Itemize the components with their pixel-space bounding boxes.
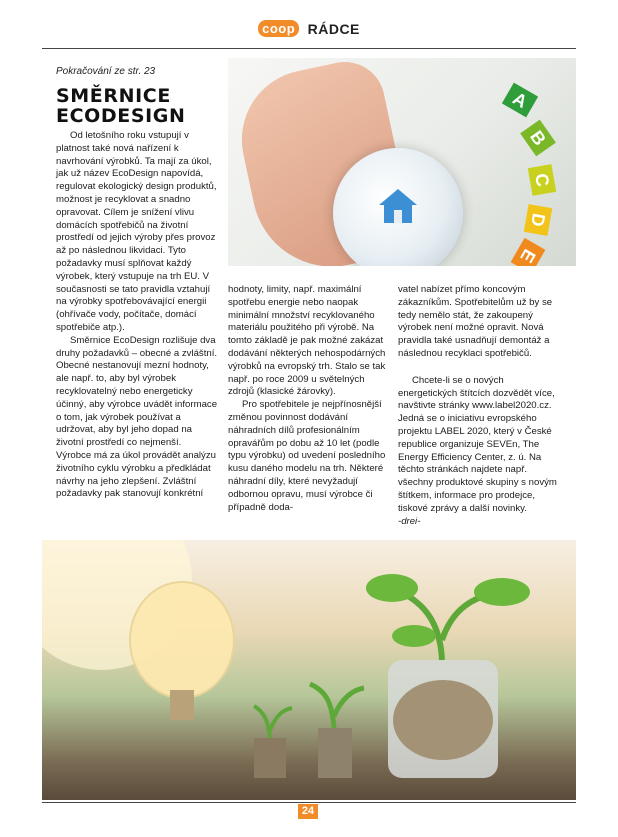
house-icon (376, 186, 420, 226)
text-column-1 (56, 130, 218, 501)
article-headline (56, 86, 216, 126)
energy-class-a: A (502, 83, 538, 118)
author-signature: -drei- (398, 515, 421, 527)
text-column-3 (398, 284, 563, 528)
headline-line-1: SMĚRNICE (56, 85, 171, 107)
energy-class-e: E (511, 238, 546, 266)
paragraph: vatel nabízet přímo koncovým zákazníkům. Spotřebitelům už by se tedy nemělo stát, že zakoupený výrobek není možné opravit. Nová pravidla také usnadňují demontáž a následnou recyklaci spotřebičů. (398, 284, 553, 359)
paragraph: Pro spotřebitele je nejpřínosnější změnou povinnost dodávání náhradních dílů profesionálním opravářům po dobu až 10 let (podle typu výrobku) od uvedení posledního kusu daného modelu na trh. Některé náhradní díly, které nevyžadují odbornou opravu, musí výrobce či případně doda- (228, 399, 386, 513)
footer-divider (42, 802, 576, 803)
text-column-2 (228, 284, 386, 514)
coop-logo: coop (258, 20, 299, 37)
continued-note: Pokračování ze str. 23 (56, 66, 156, 77)
page-number: 24 (298, 804, 318, 819)
paragraph: Směrnice EcoDesign rozlišuje dva druhy požadavků – obecné a zvláštní. Obecné nestanovují mezní hodnoty, ale např. to, aby byl výrobek recyklovatelný nebo energeticky účinný, aby výrobce uvádět informace o tom, jak výrobek používat a udržovat, aby byl jeho dopad na životní prostředí co nejmenší. Výrobce má za úkol provádět analýzu životního cyklu výrobku a předkládat návrhy na jeho zlepšení. Zvláštní požadavky pak stanovují konkrétní (56, 334, 218, 500)
energy-class-b: B (520, 120, 556, 157)
energy-dial-photo (228, 58, 576, 266)
lightbulb-plants-photo (42, 540, 576, 800)
energy-class-c: C (528, 164, 556, 196)
lightbulb-coins-illustration (42, 540, 576, 800)
headline-line-2: ECODESIGN (56, 105, 186, 127)
section-title: RÁDCE (307, 20, 360, 37)
energy-class-d: D (524, 204, 552, 236)
paragraph: Chcete-li se o nových energetických štítcích dozvědět více, navštivte stránky www.label2020.cz. Jedná se o iniciativu evropského projektu LABEL 2020, který v České republice organizuje SEVEn, The Energy Efficiency Center, z. ú. Na těchto stránkách najdete např. všechny produktové skupiny s novým štítkem, informace pro prodejce, tiskové zprávy a další novinky. (398, 374, 557, 514)
header-divider (42, 48, 576, 49)
paragraph: Od letošního roku vstupují v platnost také nová nařízení k navrhování výrobků. Ta mají za úkol, jak už název EcoDesign napovídá, regulovat ekologický design produktů, možnost je recyklovat a snadno opravovat. Cílem je snížení vlivu domácích spotřebičů na životní prostředí od jejich výroby přes provoz až po následnou likvidaci. Tyto požadavky musí splňovat každý výrobek, který vstupuje na trh EU. V současnosti se tato pravidla vztahují na výrobky spotřebovávající energii (ohřívače vody, počítače, domácí spotřebiče atp.). (56, 130, 217, 333)
paragraph: hodnoty, limity, např. maximální spotřebu energie nebo naopak minimální množství recyklovaného materiálu použitého při výrobě. Na tomto základě je pak možné zakázat dodávání některých nehospodárných výrobků na evropský trh. Stalo se tak např. po roce 2009 u světelných zdrojů (klasické žárovky). (228, 284, 386, 398)
brand-header (0, 20, 618, 42)
